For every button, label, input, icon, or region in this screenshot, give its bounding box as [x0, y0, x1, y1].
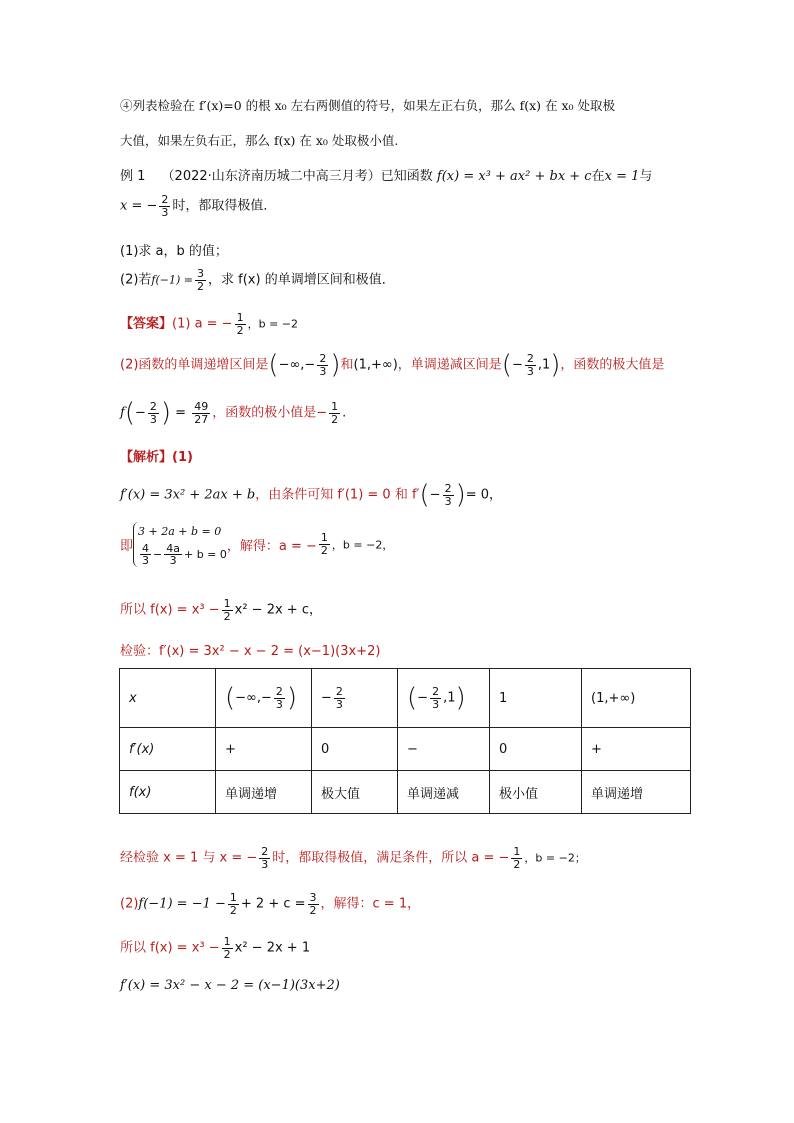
question-2: (2)若f(−1) = $\frac{3}{2}$ ，求 f(x) 的单调增区间和极值． — [120, 267, 395, 293]
analysis-derivative: f′(x) = 3x² + 2ax + b，由条件可知 f′(1) = 0 和 f′(− $\frac{2}{3}$ )= 0， — [120, 480, 503, 510]
cell-interval-2: (− $\frac{2}{3}$ ,1) — [398, 669, 490, 728]
interval-increasing-2: (1,+∞) — [353, 357, 398, 373]
f-cell: 极大值 — [312, 771, 398, 814]
example-function: f(x) = x³ + ax² + bx + c — [436, 169, 592, 184]
answer-1 — [120, 312, 298, 336]
cell-point-neg-2-3: − $\frac{2}{3}$ — [312, 669, 398, 728]
answer-a: (1) a = − — [172, 316, 233, 332]
fraction-2-3: $\frac{2}{3}$ — [161, 193, 169, 219]
condition-tail: 时，都取得极值． — [172, 198, 277, 214]
analysis-so-2: 所以 f(x) = x³ − $\frac{1}{2}$ x² − 2x + 1 — [120, 935, 311, 961]
answer-2-line-1: (2)函数的单调递增区间是(−∞,− $\frac{2}{3}$ )和(1,+∞)，单调递减区间是(− $\frac{2}{3}$ ,1)，函数的极大值是 — [120, 350, 665, 380]
f-cell: 单调递增 — [582, 771, 691, 814]
intro-line-2: 大值，如果左负右正，那么 f(x) 在 x₀ 处取极小值. — [120, 133, 399, 148]
table-row — [120, 669, 691, 728]
text-yu: 与 — [639, 169, 653, 184]
fprime-cell: + — [216, 728, 312, 771]
text-zai: 在 — [591, 169, 605, 184]
cell-interval-3: (1,+∞) — [582, 669, 691, 728]
fraction-1-2: $\frac{1}{2}$ — [236, 311, 244, 337]
table-row — [120, 771, 691, 814]
row-label-x: x — [120, 669, 216, 728]
fraction-3-2: $\frac{3}{2}$ — [197, 267, 205, 293]
example-source: （2022·山东济南历城二中高三月考）已知函数 — [161, 169, 433, 184]
equation-system: 3 + 2a + b = 0 $\frac{4}{3}$ − $\frac{4a}{3}$ + b = 0 — [133, 522, 227, 567]
analysis-system: 即 3 + 2a + b = 0 $\frac{4}{3}$ − $\frac{4a}{3}$ + b = 0 ，解得：a = − $\frac{1}{2}$ ，b = −2， — [120, 522, 393, 567]
analysis-check: 检验：f′(x) = 3x² − x − 2 = (x−1)(3x+2) — [120, 644, 381, 659]
analysis-conclusion: 经检验 x = 1 与 x = − $\frac{2}{3}$ 时，都取得极值，满足条件，所以 a = − $\frac{1}{2}$ ，b = −2； — [120, 845, 586, 871]
fprime-cell: + — [582, 728, 691, 771]
analysis-part-2: (2)f(−1) = −1 − $\frac{1}{2}$ + 2 + c = $\frac{3}{2}$ ，解得：c = 1， — [120, 891, 421, 917]
fraction-49-27: $\frac{49}{27}$ — [194, 399, 209, 426]
x2-prefix: x = − — [120, 198, 158, 214]
sign-table — [119, 668, 691, 814]
row-label-f: f(x) — [120, 771, 216, 814]
analysis-tag: 【解析】(1) — [120, 450, 193, 465]
cell-point-1: 1 — [490, 669, 582, 728]
cell-interval-1: (−∞,− $\frac{2}{3}$ ) — [216, 669, 312, 728]
f-cell: 单调递增 — [216, 771, 312, 814]
example-label: 例 1 — [120, 169, 146, 184]
f-cell: 极小值 — [490, 771, 582, 814]
answer-b: ，b = −2 — [247, 317, 299, 331]
example-condition — [120, 194, 276, 218]
fprime-cell: 0 — [312, 728, 398, 771]
table-row — [120, 728, 691, 771]
answer-2-line-2: f(− $\frac{2}{3}$ ) = $\frac{49}{27}$ ，函数的极小值是− $\frac{1}{2}$ . — [120, 398, 347, 428]
fprime-cell: − — [398, 728, 490, 771]
analysis-so-1: 所以 f(x) = x³ − $\frac{1}{2}$ x² − 2x + c， — [120, 597, 322, 623]
answer-2-prefix: (2)函数的单调递增区间是 — [120, 357, 269, 373]
answer-tag: 【答案】 — [120, 316, 173, 332]
intro-line-1: ④列表检验在 f′(x)=0 的根 x₀ 左右两侧值的符号，如果左正右负，那么 f(x) 在 x₀ 处取极 — [120, 98, 616, 113]
x1-value: x = 1 — [604, 169, 640, 184]
row-label-fprime: f′(x) — [120, 728, 216, 771]
example-statement — [120, 165, 652, 184]
fprime-cell: 0 — [490, 728, 582, 771]
question-1: (1)求 a，b 的值； — [120, 244, 228, 259]
analysis-final-derivative: f′(x) = 3x² − x − 2 = (x−1)(3x+2) — [120, 978, 340, 993]
f-cell: 单调递减 — [398, 771, 490, 814]
